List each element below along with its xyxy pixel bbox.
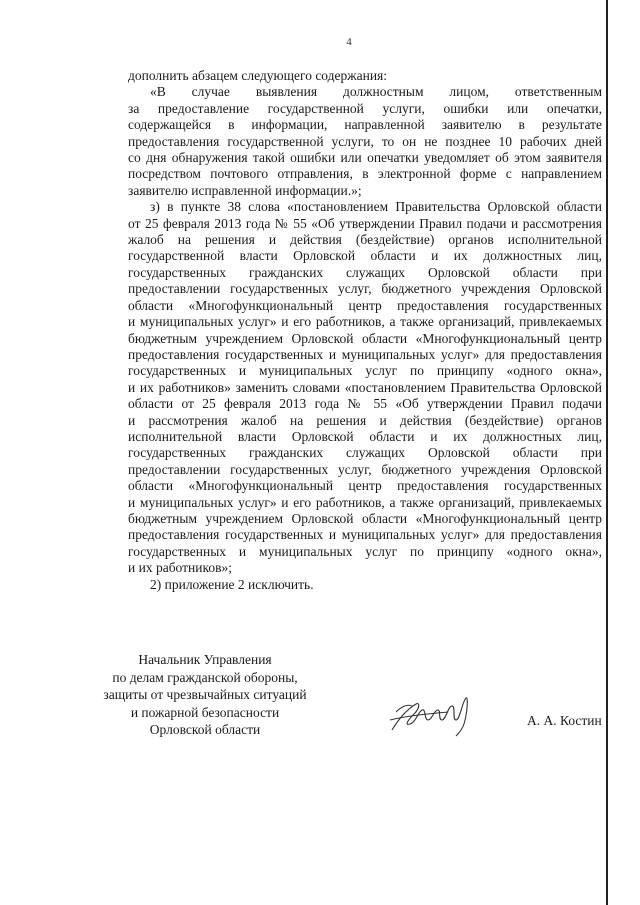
handwritten-signature (386, 690, 486, 738)
body-line: предоставлении государственных услуг, бюджетного учреждения Орловской (128, 461, 602, 477)
signature-title-line: защиты от чрезвычайных ситуаций (103, 687, 307, 703)
body-line: исполнительной власти Орловской области и их должностных лиц, (128, 428, 602, 444)
body-line: области «Многофункциональный центр предоставления государственных (128, 297, 602, 313)
body-line: «В случае выявления должностным лицом, ответственным (150, 84, 602, 100)
body-line: и рассмотрения жалоб на решения и действия (бездействие) органов (128, 412, 602, 428)
signature-title-line: Начальник Управления (138, 652, 272, 667)
body-line: государственных гражданских служащих Орловской области при (128, 445, 602, 461)
body-line: заявителю исправленной информации.»; (128, 182, 362, 198)
body-line: предоставления государственной услуги, то он не позднее 10 рабочих дней (128, 133, 602, 149)
body-line: государственных и муниципальных услуг по принципу «одного окна», (128, 543, 602, 559)
signer-name: А. А. Костин (527, 713, 602, 728)
body-line: и их работников» заменить словами «постановлением Правительства Орловской (128, 379, 602, 395)
body-line: со дня обнаружения такой ошибки или опечатки уведомляет об этом заявителя (128, 150, 602, 166)
scan-edge-line (606, 0, 608, 905)
body-line: бюджетным учреждением Орловской области «Многофункциональный центр (128, 510, 602, 526)
body-line: предоставлении государственных услуг, бюджетного учреждения Орловской (128, 281, 602, 297)
body-line: жалоб на решения и действия (бездействие) органов исполнительной (128, 232, 602, 248)
body-line: за предоставление государственной услуги, ошибки или опечатки, (128, 100, 602, 116)
body-line: бюджетным учреждением Орловской области «Многофункциональный центр (128, 330, 602, 346)
signature-title-line: по делам гражданской обороны, (112, 669, 298, 685)
body-line: государственной власти Орловской области и их должностных лиц, (128, 248, 602, 264)
body-line: области «Многофункциональный центр предоставления государственных (128, 478, 602, 494)
body-line: государственных гражданских служащих Орловской области при (128, 264, 602, 280)
body-line: содержащейся в информации, направленной заявителю в результате (128, 117, 602, 133)
body-line: посредством почтового отправления, в электронной форме с направлением (128, 166, 602, 182)
body-line: государственных и муниципальных услуг по принципу «одного окна», (128, 363, 602, 379)
body-line: предоставления государственных и муниципальных услуг» для предоставления (128, 527, 602, 543)
body-line: и муниципальных услуг» и его работников, а также организаций, привлекаемых (128, 494, 602, 510)
signature-title-line: и пожарной безопасности (130, 704, 280, 720)
body-line: 2) приложение 2 исключить. (150, 576, 314, 592)
body-line: з) в пункте 38 слова «постановлением Правительства Орловской области (150, 199, 602, 215)
document-body (128, 68, 602, 593)
body-line: дополнить абзацем следующего содержания: (128, 68, 388, 83)
signature-title-line: Орловской области (149, 722, 261, 738)
body-line: предоставления государственных и муниципальных услуг» для предоставления (128, 346, 602, 362)
body-line: от 25 февраля 2013 года № 55 «Об утверждении Правил подачи и рассмотрения (128, 215, 602, 231)
signature-title-block (90, 651, 320, 739)
body-line: и муниципальных услуг» и его работников, а также организаций, привлекаемых (128, 314, 602, 330)
body-line: и их работников»; (128, 560, 232, 576)
page-number: 4 (346, 36, 352, 48)
body-line: области от 25 февраля 2013 года № 55 «Об утверждении Правил подачи (128, 396, 602, 412)
